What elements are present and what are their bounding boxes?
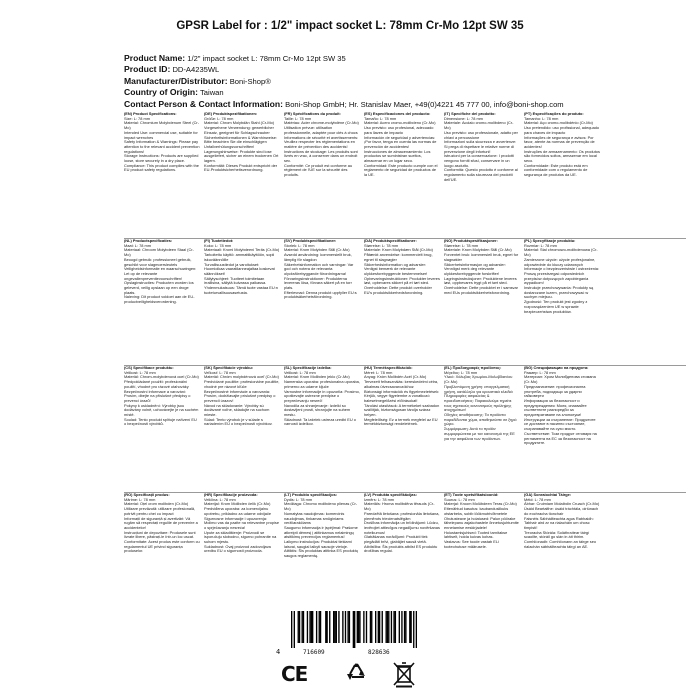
language-block-title: (PL) Specyfikacje produktu: [524, 239, 576, 243]
ean-barcode [273, 611, 453, 659]
barcode-bar [345, 611, 346, 643]
barcode-bar [359, 611, 360, 643]
language-block-title: (NL) Productspecificaties: [124, 239, 173, 243]
barcode-bar [291, 611, 292, 648]
barcode-bar [379, 611, 380, 643]
language-block [284, 112, 360, 234]
language-block-title: (IT) Specifiche del prodotto: [444, 112, 496, 116]
recycle-icon [343, 660, 371, 688]
language-block-title: (DA) Produktspecifikationer: [364, 239, 417, 243]
language-block [444, 493, 520, 615]
barcode-bar [358, 611, 359, 643]
language-block [204, 493, 280, 615]
language-block-title: (EN) Product Specifications: [124, 112, 177, 116]
language-block-title: (GA) Sonraíochtaí Táirge: [524, 493, 572, 497]
barcode-bar [404, 611, 405, 643]
barcode-bar [299, 611, 300, 643]
language-block [524, 112, 600, 234]
barcode-bar [307, 611, 308, 643]
barcode-bar [329, 611, 330, 643]
language-block-title: (LV) Produkta specifikācijas: [364, 493, 417, 497]
barcode-bar [336, 611, 337, 643]
language-block [204, 112, 280, 234]
origin-row [124, 87, 684, 98]
language-block-title: (FR) Spécifications du produit: [284, 112, 341, 116]
barcode-bar [334, 611, 335, 643]
barcode-right-digits: 828636 [368, 649, 390, 656]
origin-label: Country of Origin: [124, 87, 198, 98]
barcode-bar [366, 611, 367, 643]
barcode-lead-digit: 4 [276, 648, 281, 656]
language-block-body: Taille: L: 78 mm Matériau: Acier chrome-molybdène (Cr-Mo) Utilisation prévue: utilisation professionnelle, adaptée pour clés à chocs Informations de sécurité et avertissements: Veuillez respecter les réglementations en matière de prévention des accidents! Instructions de stockage: Les produits sont livrés en vrac, à conserver dans un endroit sec. Conformité: Ce produit est conforme au règlement de l'UE sur la sécurité des produits. [284, 115, 359, 178]
language-block-body: Size: L: 78 mm Material: Chromium Molybdenum Steel (Cr-Mo) Intended Use: commercial use, suitable for impact wrenches Safety Information & Warnings: Please pay attention to the relevant accident prevention regulations! Storage Instructions: Products are supplied loose, store securely in a dry place. Compliance: This product complies with the EU product safety regulations. [124, 115, 200, 173]
barcode-bar [326, 611, 327, 643]
language-block [284, 366, 360, 488]
language-block-body: Koko: L: 78 mm Materiaali: Kromi Molybdeeni Teräs (Cr-Mo) Tarkoitettu käyttö: ammattikäyttöön, sopii iskuväännöille Turvallisuustiedot ja varoitukset: Huomioikaa vaaratilanneajaltaa koskevat säännökset! Säilytysohjeet: Tuotteet toimitetaan irrallisina, säilytä kuivassa paikassa. Yhdenmukaisuus: Tämä tuote vastaa EU:n tuoteturvallisuusasetusta. [204, 242, 280, 295]
barcode-bar [416, 611, 417, 648]
language-block-body: Maat: L: 78 mm Materiaal: Chroom Molybdeen Staal (Cr-Mo) Beoogd gebruik: professioneel gebruik, geschikt voor slagmoersleutels Veiligheidsinformatie en waarschuwingen: Let op de relevante ongevallenpreventievoorschriften! Opslaginstructies: Producten worden los geleverd, veilig opslaan op een droge plaats. Naleving: Dit product voldoet aan de EU-productveiligheidsverordening. [124, 242, 197, 305]
barcode-bar [378, 611, 379, 643]
barcode-left-digits: 716609 [303, 649, 325, 656]
manufacturer-row [124, 76, 684, 87]
barcode-bar [395, 611, 396, 643]
barcode-bar [309, 611, 310, 643]
barcode-bar [413, 611, 414, 648]
barcode-bar [388, 611, 389, 643]
barcode-bar [375, 611, 376, 643]
barcode-bar [354, 611, 355, 648]
spec-section-row [124, 366, 686, 493]
language-block-title: (FI) Tuotetiedot: [204, 239, 234, 243]
barcode-bar [370, 611, 371, 643]
barcode-bar [391, 611, 392, 643]
barcode-bar [353, 611, 354, 648]
barcode-bar [363, 611, 364, 643]
language-block [524, 239, 600, 361]
product-name-label: Product Name: [124, 53, 186, 63]
language-block [284, 493, 360, 615]
barcode-bar [382, 611, 383, 643]
language-block-title: (LT) Produkto specifikacijos: [284, 493, 338, 497]
barcode-bar [319, 611, 320, 643]
barcode-bar [333, 611, 334, 643]
language-block-title: (SV) Produktspecifikationer: [284, 239, 337, 243]
language-block [524, 493, 600, 615]
language-block-body: Velikost: L: 78 mm Material: Krom Molibden jeklo (Cr-Mo) Namenska uporaba: profesionalna uporaba, primerno za udarne ključe Varnostne informacije in opozorila: Prosimo, upoštevajte ustrezne predpise o preprečevanju nesreč! Navodila za shranjevanje: Izdelki so dostavljeni prosti, shranjujte na suhem mestu. Skladnost: Ta izdelek ustreza uredbi EU o varnosti izdelkov. [284, 369, 360, 427]
barcode-bar [325, 611, 326, 643]
barcode-bar [312, 611, 313, 643]
language-block-title: (HU) Termékspecifikációk: [364, 366, 413, 370]
language-block [124, 112, 200, 234]
language-block-title: (RO) Specificații produs: [124, 493, 170, 497]
barcode-bar [401, 611, 402, 643]
language-block-title: (CS) Specifikace produktu: [124, 366, 174, 370]
language-block-title: (NO) Produktspesifikasjoner: [444, 239, 498, 243]
ce-mark: CE [281, 662, 308, 686]
language-block-body: Velikost: L: 78 mm Materiál: Chrom-molybdenová ocel (Cr-Mo) Předpokládané použití: profesionální použití, vhodné pro rázové utahováky Bezpečnostní informace a varování: Prosím, dbejte na příslušné předpisy o prevenci úrazů! Pokyny k uskladnění: Výrobky jsou dodávány volně, uchovávejte je na suchém místě. Soulad: Tento produkt splňuje nařízení EU o bezpečnosti výrobků. [124, 369, 199, 427]
language-block [444, 239, 520, 361]
language-block-body: Größe: L: 78 mm Material: Chrom Molybdän Stahl (Cr-Mo) Vorgesehene Verwendung: gewerblicher Einsatz, geeignet für Schlagschrauber Sicherheitsinformationen & Warnhinweise: Bitte beachten Sie die einschlägigen Unfallverhütungsvorschriften! Lagerungshinweise: Produkte sind lose ausgeliefert, sicher an einem trockenen Ort lagern. Konformität: Dieses Produkt entspricht der EU-Produktsicherheitsverordnung. [204, 115, 279, 173]
barcode-bar [387, 611, 388, 643]
barcode-bar [316, 611, 317, 643]
language-block-body: Tamanho: L: 78 mm Material: Aço cromo-molibdénio (Cr-Mo) Uso pretendido: uso profissional, adequado para chaves de impacto Informações de segurança e avisos: Por favor, atente às normas de prevenção de acidentes! Instruções de armazenamento: Os produtos são fornecidos soltos, armazenar em local seco. Conformidade: Este produto está em conformidade com o regulamento de segurança de produtos da UE. [524, 115, 600, 178]
language-block-body: Tamaño: L: 78 mm Material: Acero cromo-molibdeno (Cr-Mo) Uso previsto: uso profesional, adecuado para llaves de impacto Información de seguridad y advertencias: ¡Por favor, tenga en cuenta las normas de prevención de accidentes! Instrucciones de almacenamiento: Los productos se suministran sueltos, almacenar en un lugar seco. Conformidad: Este producto cumple con el reglamento de seguridad de productos de la UE. [364, 115, 438, 178]
spec-section-row [124, 239, 686, 366]
barcode-bar [311, 611, 312, 643]
language-block-body: Izmērs: L: 78 mm Materiāls: Hroma molibdēna tērauds (Cr-Mo) Paredzētā lietošana: profesionāla lietošana, piemērots triecienatslēgām Drošības informācija un brīdinājumi: Lūdzu, ievērojiet attiecīgos negadījumu novēršanas noteikumus! Glabāšanas norādījumi: Produkti tiek piegādāti brīvi, glabājiet sausā vietā. Atbilstība: Šis produkts atbilst ES produktu drošības regulai. [364, 496, 440, 554]
language-block [124, 366, 200, 488]
language-block-body: Veľkosť: L: 78 mm Materiál: Chróm molybdénová oceľ (Cr-Mo) Predvídané použitie: profesionálne použitie, vhodné pre rázové kľúče Bezpečnostné informácie a varovania: Prosím, dodržiavajte príslušné predpisy o prevencii úrazov! Návod na skladovanie: Výrobky sú dodávané voľne, skladujte na suchom mieste. Súlad: Tento výrobok je v súlade s nariadením EÚ o bezpečnosti výrobkov. [204, 369, 280, 427]
spec-section-row [124, 112, 686, 239]
language-block-title: (SK) Špecifikácie výrobku: [204, 366, 254, 370]
barcode-bar [357, 611, 358, 643]
barcode-bar [320, 611, 321, 643]
language-block-title: (ET) Toote spetsifikatsioonid: [444, 493, 499, 497]
barcode-bar [386, 611, 387, 643]
language-block-body: Størrelse: L: 78 mm Materiale: Krom Molybden Stål (Cr-Mo) Forventet bruk: kommersiell bruk, egnet for slagnøkler Sikkerhetsinformasjon og advarsler: Vennligst merk deg relevante ulykkesforebyggende forskrifter! Lagringsinstruksjoner: Produktene leveres løst, oppbevares trygt på et tørt sted. Overholdelse: Dette produktet er i samsvar med EUs produktsikkerhetsforordning. [444, 242, 519, 295]
product-info [124, 53, 684, 110]
barcode-bar [347, 611, 348, 643]
barcode-bar [371, 611, 372, 643]
language-block [444, 366, 520, 488]
language-block-title: (EL) Προδιαγραφές προϊόντος: [444, 366, 502, 370]
product-name-value: 1/2" impact socket L: 78mm Cr-Mo 12pt SW 35 [187, 54, 346, 63]
barcode-bar [399, 611, 400, 643]
language-block-body: Veličina: L: 78 mm Materijal: Krom Molibden čelik (Cr-Mo) Predviđena uporaba: za komercijalnu upotrebu, prikladno za udarne odvijače Sigurnosne informacije i upozorenja: Molimo vas da pazite na relevantne propise o sprječavanju nesreća! Upute za skladištenje: Proizvodi se isporučuju slobodno, sigurno pohranite na suhom mjestu. Sukladnost: Ovaj proizvod zadovoljava uredbu EU o sigurnosti proizvoda. [204, 496, 280, 554]
language-block [364, 239, 440, 361]
crossed-bin-icon [391, 660, 417, 688]
language-block-body: Dydis: L: 78 mm Medžiaga: Chromo molibdeno plienas (Cr-Mo) Numatytas naudojimas: komercinis naudojimas, tinkamas smūginiams veržliarakčiams Saugumo informacija ir įspėjimai: Prašome atkreipti dėmesį į atitinkamus nelaimingų atsitikimų prevencijos reglamentus! Laikymo instrukcijos: Produktai tiekiami laisvai, saugiai laikyti sausoje vietoje. Atitiktis: Šis produktas atitinka ES produktų saugos reglamentą. [284, 496, 358, 559]
language-block-body: Storlek: L: 78 mm Material: Krom Molybden Stål (Cr-Mo) Avsedd användning: kommersiellt bruk, lämplig för slagdon Säkerhetsinformation och varningar: Var god och notera de relevanta olycksförebyggande förordningarna! Förvaringsinstruktioner: Produkterna levereras lösa, förvara säkert på en torr plats. Efterlevnad: Denna produkt uppfyller EU:s produktsäkerhetsförordning. [284, 242, 357, 300]
origin-value: Taiwan [199, 88, 224, 98]
compliance-marks [273, 660, 473, 690]
spec-section-row [124, 493, 686, 619]
barcode-bar [393, 611, 394, 643]
language-block-title: (SL) Specifikacije izdelka: [284, 366, 332, 370]
barcode-bar [294, 611, 295, 648]
language-block-body: Suurus: L: 78 mm Materjal: Kroom Molübdeen Teras (Cr-Mo) Ettenähtud kasutus: kaubanduslikuks otstarbeks, sobib löökmutrivõtmetele Ohutusteave ja hoiatused: Palun pöörake tähelepanu asjakohastele õnnetusjuhtumite ennetamise eeskirjadele! Hoiustamisjuhised: Tooted tarnitakse lahtiselt, hoida kuivas kohas. Vastavus: See toode vastab ELi tooteohutuse määrusele. [444, 496, 519, 549]
language-block [524, 366, 600, 488]
language-block-title: (PT) Especificações do produto: [524, 112, 584, 116]
language-block-body: Mărime: L: 78 mm Material: Oțel crom molibden (Cr-Mo) Utilizare prevăzută: utilizare profesională, potrivit pentru chei cu impact Informații de siguranță și avertizări: Vă rugăm să respectați regulile de prevenire a accidentelor! Instrucțiuni de depozitare: Produsele sunt livrate libere, păstrați-le într-un loc uscat. Conformitate: Acest produs este conform cu regulamentul UE privind siguranța produselor. [124, 496, 200, 554]
barcode-bar [349, 611, 350, 643]
manufacturer-value: Boni-Shop® [229, 76, 271, 86]
barcode-bar [410, 611, 411, 643]
barcode-bar [409, 611, 410, 643]
manufacturer-label: Manufacturer/Distributor: [124, 75, 228, 86]
barcode-bar [405, 611, 406, 643]
language-block-title: (ES) Especificaciones del producto: [364, 112, 431, 116]
language-block [364, 493, 440, 615]
product-id-value: DD-A4235WL [172, 65, 220, 75]
barcode-bar [303, 611, 304, 643]
barcode-bar [298, 611, 299, 643]
language-block [284, 239, 360, 361]
language-block [124, 493, 200, 615]
product-name-row [124, 53, 684, 64]
contact-row [124, 99, 684, 110]
contact-value: Boni-Shop GmbH; Hr. Stanislav Maer, +49(0)4221 45 777 00, info@boni-shop.com [285, 99, 564, 109]
language-block-body: Μέγεθος: L: 78 mm Υλικό: Χάλυβας Χρωμίου-Μολυβδαινίου (Cr-Mo) Προβλεπόμενη χρήση: επαγγελματική χρήση, κατάλληλο για κρουστικά κλειδιά Πληροφορίες ασφαλείας & προειδοποιήσεις: Παρακαλούμε τηρείτε τους σχετικούς κανονισμούς πρόληψης ατυχημάτων! Οδηγίες αποθήκευσης: Τα προϊόντα παραδίδονται χύμα, αποθηκεύστε σε ξηρό χώρο. Συμμόρφωση: Αυτό το προϊόν συμμορφώνεται με τον κανονισμό της ΕΕ για την ασφάλεια των προϊόντων. [444, 369, 517, 441]
language-block [204, 239, 280, 361]
language-block-body: Dimensione: L: 78 mm Materiale: Acciaio cromo-molibdeno (Cr-Mo) Uso previsto: uso professionale, adatto per chiavi a percussione Informazioni sulla sicurezza e avvertenze: Si prega di rispettare le relative norme di prevenzione degli infortuni! Istruzioni per la conservazione: I prodotti vengono forniti sfusi, conservare in un luogo asciutto. Conformità: Questo prodotto è conforme al regolamento sulla sicurezza dei prodotti dell'UE. [444, 115, 518, 182]
product-id-row [124, 64, 684, 75]
language-block-body: Méret: L: 78 mm Anyag: Króm Molibdén Acél (Cr-Mo) Tervezett felhasználás: kereskedelmi célra, alkalmas ütvecsavarozókhoz Biztonsági információk és figyelmeztetések: Kérjük, vegye figyelembe a vonatkozó balesetmegelőzési előírásokat! Tárolási utasítások: A termékeket szabadon szállítják, biztonságosan tárolja száraz helyen. Megfelelőség: Ez a termék megfelel az EU termékbiztonsági rendeletének. [364, 369, 440, 427]
barcode-bar [338, 611, 339, 643]
product-id-label: Product ID: [124, 64, 171, 75]
contact-label: Contact Person & Contact Information: [124, 98, 283, 109]
language-block-title: (BG) Спецификации на продукта: [524, 366, 589, 370]
barcode-bar [302, 611, 303, 643]
language-block-title: (DE) Produktspezifikationen: [204, 112, 258, 116]
barcode-bar [342, 611, 343, 643]
language-block [124, 239, 200, 361]
language-block-body: Méid: L: 78 mm Ábhar: Cruimiam Molaibdín Cruach (Cr-Mo) Úsáid Beartaithe: úsáid tráchtála, oiriúnach do eochracha tionchair Faisnéis Sábháilteachta agus Rabhaidh: Tabhair aird ar na rialacháin um chosc timpistí! Treoracha Stórála: Soláthraítear táirgí scaoilte, stóráil go slán in áit thirim. Comhlíonadh: Comhlíonann an táirge seo rialachán sábháilteachta táirgí an AE. [524, 496, 600, 549]
language-block-body: Rozmiar: L: 78 mm Materiał: Stal chromowo-molibdenowa (Cr-Mo) Zamierzone użycie: użycie profesjonalne, odpowiednie do kluczy udarowych Informacje o bezpieczeństwie i ostrzeżenia: Proszę przestrzegać odpowiednich przepisów dotyczących zapobiegania wypadkom! Instrukcje przechowywania: Produkty są dostarczane luzem, przechowywać w suchym miejscu. Zgodność: Ten produkt jest zgodny z rozporządzeniem UE w sprawie bezpieczeństwa produktów. [524, 242, 600, 314]
specifications-grid [124, 112, 686, 619]
language-block-title: (HR) Specifikacije proizvoda: [204, 493, 258, 497]
language-block-body: Størrelse: L: 78 mm Materiale: Krom Molybdæn Stål (Cr-Mo) Påtænkt anvendelse: kommercielt brug, egnet til slagnøgler Sikkerhedsinformation og advarsler: Venligst bemærk de relevante ulykkesforebyggende bestemmelser! Opbevaringsinstruktioner: Produkter leveres løst, opbevares sikkert på et tørt sted. Overholdelse: Dette produkt overholder EU's produktsikkerhedsforordning. [364, 242, 440, 295]
language-block [444, 112, 520, 234]
language-block [204, 366, 280, 488]
language-block [364, 112, 440, 234]
page-title: GPSR Label for : 1/2" impact socket L: 78mm Cr-Mo 12pt SW 35 [176, 20, 524, 32]
barcode-bars [291, 611, 417, 648]
language-block-body: Размер: L: 78 mm Материал: Хром Молибденова стомана (Cr-Mo) Предназначение: професионална употреба, подходящо за ударни гайковерти Информация за безопасност и предупреждения: Моля, спазвайте съответните разпоредби за предотвратяване на злополуки! Инструкции за съхранение: Продуктите се доставят в насипно състояние, съхранявайте на сухо място. Съответствие: Този продукт отговаря на регламента на ЕС за безопасност на продуктите. [524, 369, 597, 446]
language-block [364, 366, 440, 488]
